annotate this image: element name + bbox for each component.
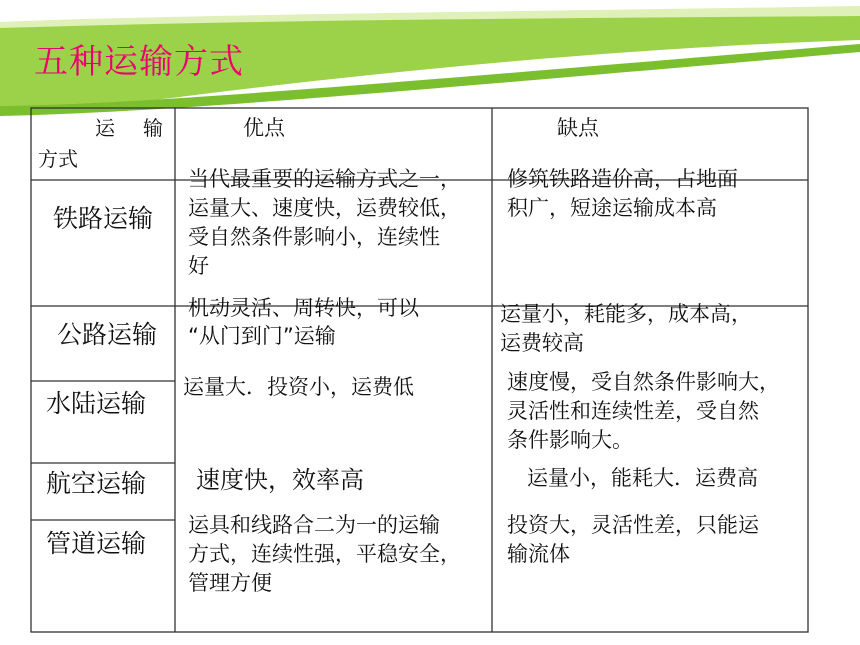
row-mode-pipeline: 管道运输 (46, 529, 147, 558)
air-pros-line-1: 速度快，效率高 (196, 466, 364, 494)
pipeline-cons-line-1: 投资大，灵活性差，只能运 (507, 513, 759, 537)
rail-pros-line-3: 受自然条件影响小，连续性 (188, 225, 440, 249)
water-cons-line-2: 灵活性和连续性差，受自然 (507, 399, 759, 423)
road-cons-line-1: 运量小，耗能多，成本高， (500, 302, 752, 326)
rail-pros-line-1: 当代最重要的运输方式之一， (188, 167, 461, 191)
pipeline-pros-line-3: 管理方便 (188, 571, 272, 595)
slide-title: 五种运输方式 (34, 42, 244, 82)
road-pros-line-2: “从门到门”运输 (188, 324, 336, 348)
row-mode-road: 公路运输 (57, 320, 158, 349)
row-mode-rail: 铁路运输 (53, 204, 154, 233)
pipeline-pros-line-2: 方式，连续性强，平稳安全， (188, 542, 461, 566)
road-pros-line-1: 机动灵活、周转快，可以 (188, 296, 419, 320)
water-cons-line-1: 速度慢，受自然条件影响大， (507, 370, 780, 394)
header-corner-top: 运 输 (95, 116, 167, 140)
rail-cons-line-1: 修筑铁路造价高，占地面 (507, 167, 738, 191)
air-cons-line-1: 运量小，能耗大．运费高 (527, 466, 758, 490)
water-pros-line-1: 运量大．投资小，运费低 (183, 375, 414, 399)
road-cons-line-2: 运费较高 (500, 331, 584, 355)
header-pros: 优点 (243, 116, 285, 140)
header-corner-bottom: 方式 (38, 147, 78, 171)
rail-pros-line-2: 运量大、速度快，运费较低， (188, 196, 461, 220)
pipeline-pros-line-1: 运具和线路合二为一的运输 (188, 513, 440, 537)
rail-cons-line-2: 积广，短途运输成本高 (507, 196, 717, 220)
rail-pros-line-4: 好 (188, 254, 209, 278)
row-mode-air: 航空运输 (46, 469, 147, 498)
row-mode-water: 水陆运输 (46, 389, 147, 418)
header-cons: 缺点 (557, 116, 599, 140)
water-cons-line-3: 条件影响大。 (507, 428, 633, 452)
pipeline-cons-line-2: 输流体 (507, 542, 570, 566)
